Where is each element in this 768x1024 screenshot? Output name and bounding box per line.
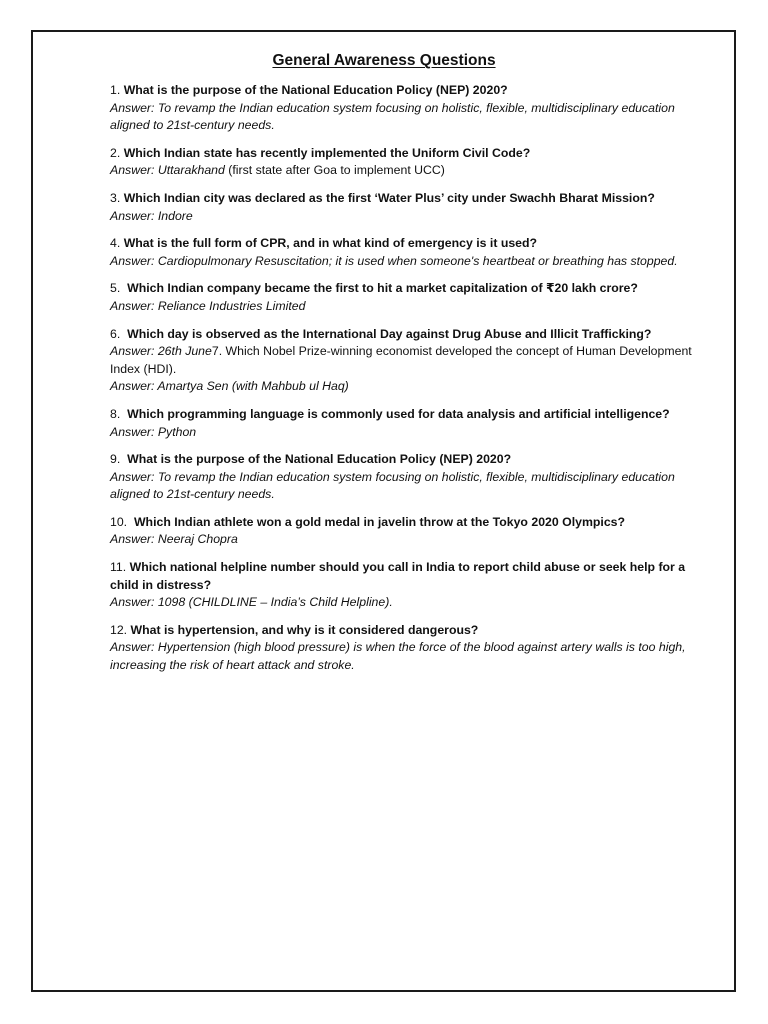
question-text: [110, 235, 714, 253]
answer-label: Answer:: [110, 253, 155, 268]
answer-body: Cardiopulmonary Resuscitation; it is used when someone's heartbeat or breathing has stopped.: [157, 253, 678, 268]
answer-body: Neeraj Chopra: [157, 532, 238, 547]
question-text: [110, 280, 714, 298]
answer-label: Answer:: [110, 208, 155, 223]
answer-label: Answer:: [110, 163, 155, 178]
question-item-9: [110, 451, 714, 504]
answer-label: Answer:: [110, 100, 155, 115]
answer-body: Uttarakhand: [157, 163, 225, 178]
answer-label: Answer:: [110, 344, 155, 359]
answer-text: [110, 639, 714, 674]
question-text: [110, 145, 714, 163]
question-item-1: [110, 82, 714, 135]
answer-text: [110, 531, 714, 549]
question-text: [110, 406, 714, 424]
question-item-5: [110, 280, 714, 315]
question-text: [110, 451, 714, 469]
question-body: What is the purpose of the National Education Policy (NEP) 2020?: [123, 83, 508, 97]
answer-text: [110, 100, 714, 135]
answer-text-7: [110, 378, 714, 396]
answer-body: 1098 (CHILDLINE – India’s Child Helpline).: [157, 595, 393, 610]
answer-label: Answer:: [110, 379, 155, 394]
question-number: 12.: [110, 622, 128, 637]
question-item-10: [110, 514, 714, 549]
question-body: What is the purpose of the National Education Policy (NEP) 2020?: [127, 452, 512, 467]
question-7-text: 7. Which Nobel Prize-winning economist developed the concept of Human Development Index (HDI).: [110, 344, 692, 376]
question-item-8: [110, 406, 714, 441]
answer-body: To revamp the Indian education system focusing on holistic, flexible, multidisciplinary education aligned to 21st-century needs.: [110, 100, 675, 133]
answer-body: Python: [157, 424, 197, 439]
question-number: 11.: [110, 560, 127, 575]
answer-body: To revamp the Indian education system focusing on holistic, flexible, multidisciplinary education aligned to 21st-century needs.: [110, 469, 675, 502]
question-text: [110, 190, 714, 208]
answer-text: [110, 162, 714, 180]
answer-label: Answer:: [110, 595, 155, 610]
question-body: Which Indian city was declared as the first ‘Water Plus’ city under Swachh Bharat Mission?: [123, 190, 655, 205]
answer-body: Hypertension (high blood pressure) is when the force of the blood against artery walls is too high, increasing the risk of heart attack and stroke.: [110, 640, 686, 673]
answer-label: Answer:: [110, 469, 155, 484]
answer-label: Answer:: [110, 532, 155, 547]
question-item-3: [110, 190, 714, 225]
question-item-4: [110, 235, 714, 270]
question-number: 9.: [110, 452, 121, 467]
answer-text: [110, 343, 714, 378]
question-text: [110, 622, 714, 640]
question-list: [110, 82, 714, 685]
question-text: [110, 559, 714, 594]
question-body: What is hypertension, and why is it considered dangerous?: [130, 622, 479, 637]
answer-text: [110, 298, 714, 316]
question-number: 1.: [110, 83, 121, 97]
answer-label: Answer:: [110, 298, 155, 313]
answer-body: Reliance Industries Limited: [157, 298, 306, 313]
answer-text: [110, 208, 714, 226]
question-item-6: [110, 326, 714, 396]
document-title: General Awareness Questions: [272, 52, 496, 69]
question-number: 2.: [110, 145, 121, 160]
question-item-12: [110, 622, 714, 675]
question-body: Which programming language is commonly used for data analysis and artificial intelligence?: [127, 406, 670, 421]
question-body: Which Indian state has recently implemented the Uniform Civil Code?: [123, 145, 531, 160]
answer-body: 26th June: [157, 344, 212, 359]
question-text: [110, 82, 714, 100]
question-number: 3.: [110, 190, 121, 205]
question-item-11: [110, 559, 714, 612]
question-body: Which Indian athlete won a gold medal in javelin throw at the Tokyo 2020 Olympics?: [133, 514, 626, 529]
answer-note: (first state after Goa to implement UCC): [228, 163, 445, 178]
answer-text: [110, 253, 714, 271]
question-body: What is the full form of CPR, and in what kind of emergency is it used?: [123, 236, 538, 251]
answer-body: Indore: [157, 208, 193, 223]
answer-text: [110, 424, 714, 442]
question-number: 8.: [110, 406, 121, 421]
answer-body: Amartya Sen (with Mahbub ul Haq): [157, 379, 349, 394]
answer-label: Answer:: [110, 424, 155, 439]
question-body: Which national helpline number should you call in India to report child abuse or seek help for a child in distress?: [110, 560, 686, 592]
question-number: 10.: [110, 514, 128, 529]
answer-label: Answer:: [110, 640, 155, 655]
question-text: [110, 514, 714, 532]
question-body: Which day is observed as the International Day against Drug Abuse and Illicit Trafficking?: [127, 326, 652, 341]
question-body: Which Indian company became the first to hit a market capitalization of ₹20 lakh crore?: [127, 281, 638, 296]
question-item-2: [110, 145, 714, 180]
question-number: 6.: [110, 326, 121, 341]
question-number: 4.: [110, 236, 121, 251]
question-text: [110, 326, 714, 344]
question-number: 5.: [110, 281, 121, 296]
answer-text: [110, 594, 714, 612]
answer-text: [110, 469, 714, 504]
